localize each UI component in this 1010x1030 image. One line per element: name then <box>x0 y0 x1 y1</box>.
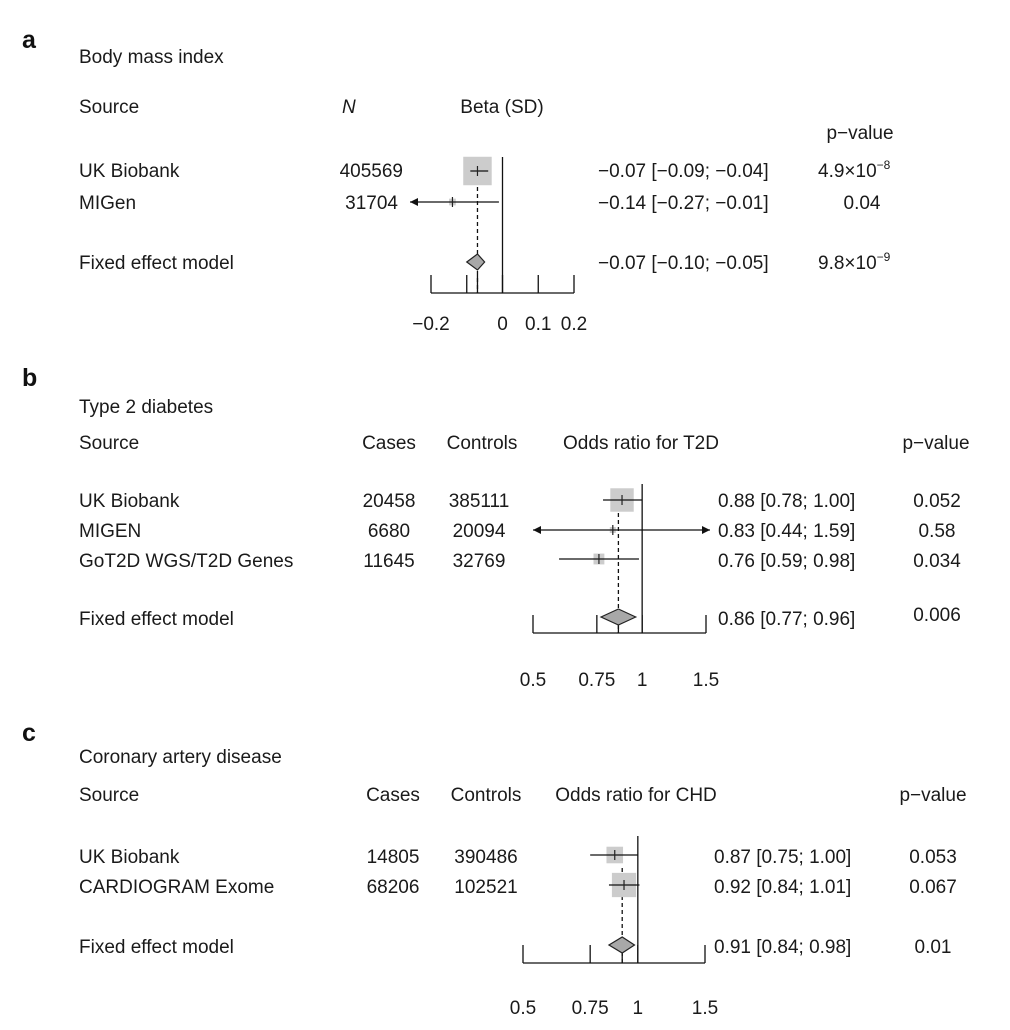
panel-b-controls-header: Controls <box>446 433 518 454</box>
panel-c-label: c <box>22 719 36 747</box>
panel-b-row-2-pvalue: 0.58 <box>918 521 956 542</box>
panel-c-pvalue-header: p−value <box>899 785 967 806</box>
panel-a-tick-label-1: 0 <box>497 314 508 335</box>
panel-a-pooled-ci: −0.07 [−0.10; −0.05] <box>598 253 769 274</box>
panel-b-tick-label-3: 1.5 <box>692 670 720 691</box>
panel-b-row-3-controls: 32769 <box>452 551 506 572</box>
panel-a-row-1-n: 405569 <box>339 161 403 182</box>
panel-a-tick-label-3: 0.2 <box>560 314 588 335</box>
panel-c-row-2-controls: 102521 <box>454 877 518 898</box>
panel-a-row-2-arrow-left <box>410 198 418 206</box>
panel-b-row-1-controls: 385111 <box>448 491 510 512</box>
panel-a-row-2-source: MIGen <box>79 193 137 214</box>
panel-a-pooled-pvalue: $9.8\times 10^{-9}$ <box>818 250 891 274</box>
panel-b-row-2-source: MIGEN <box>79 521 142 542</box>
panel-a-effect-header: Beta (SD) <box>460 97 544 118</box>
panel-b-tick-label-0: 0.5 <box>519 670 547 691</box>
panel-c-tick-label-3: 1.5 <box>691 998 719 1019</box>
panel-b-row-3-cases: 11645 <box>363 551 415 572</box>
panel-b-row-3-ci: 0.76 [0.59; 0.98] <box>718 551 856 572</box>
panel-a-n-header: N <box>342 97 356 118</box>
panel-a-row-1-pvalue: $4.9\times 10^{-8}$ <box>818 158 891 182</box>
panel-a-row-1-ci: −0.07 [−0.09; −0.04] <box>598 161 769 182</box>
panel-c-row-2-source: CARDIOGRAM Exome <box>79 877 275 898</box>
panel-a-row-2-pvalue: 0.04 <box>843 193 881 214</box>
panel-c <box>22 719 967 1019</box>
panel-a <box>22 26 894 335</box>
panel-c-source-header: Source <box>79 785 140 806</box>
panel-b-row-1-cases: 20458 <box>362 491 416 512</box>
panel-a-row-1-source: UK Biobank <box>79 161 180 182</box>
panel-c-pooled-source: Fixed effect model <box>79 937 234 958</box>
panel-b-title: Type 2 diabetes <box>79 397 214 418</box>
panel-a-title: Body mass index <box>79 47 224 68</box>
panel-c-pooled-pvalue: 0.01 <box>914 937 952 958</box>
panel-b-pooled-pvalue: 0.006 <box>913 605 961 626</box>
panel-c-plot <box>510 836 718 1019</box>
panel-b-effect-header: Odds ratio for T2D <box>563 433 719 454</box>
panel-a-plot <box>410 157 587 335</box>
panel-b-tick-label-2: 1 <box>636 670 648 691</box>
panel-b-row-1-source: UK Biobank <box>79 491 180 512</box>
panel-a-pooled-diamond <box>467 254 485 270</box>
panel-b-pooled-source: Fixed effect model <box>79 609 234 630</box>
panel-c-row-1-ci: 0.87 [0.75; 1.00] <box>714 847 852 868</box>
panel-a-row-2-ci: −0.14 [−0.27; −0.01] <box>598 193 769 214</box>
panel-c-cases-header: Cases <box>366 785 420 806</box>
panel-c-pooled-diamond <box>609 937 635 953</box>
panel-c-tick-label-2: 1 <box>632 998 644 1019</box>
panel-c-row-1-cases: 14805 <box>366 847 420 868</box>
panel-b-row-3-source: GoT2D WGS/T2D Genes <box>79 551 294 572</box>
panel-a-label: a <box>22 26 36 54</box>
panel-c-effect-header: Odds ratio for CHD <box>555 785 717 806</box>
panel-c-pooled-ci: 0.91 [0.84; 0.98] <box>714 937 852 958</box>
panel-b-row-2-ci: 0.83 [0.44; 1.59] <box>718 521 856 542</box>
panel-c-row-1-controls: 390486 <box>454 847 518 868</box>
panel-c-tick-label-1: 0.75 <box>571 998 609 1019</box>
panel-c-row-1-pvalue: 0.053 <box>909 847 957 868</box>
panel-b-row-1-pvalue: 0.052 <box>913 491 961 512</box>
panel-b-tick-label-1: 0.75 <box>578 670 616 691</box>
panel-b-pooled-ci: 0.86 [0.77; 0.96] <box>718 609 856 630</box>
panel-b <box>22 364 970 691</box>
panel-c-row-2-ci: 0.92 [0.84; 1.01] <box>714 877 852 898</box>
panel-a-tick-label-0: −0.2 <box>412 314 450 335</box>
panel-b-plot <box>520 484 719 691</box>
panel-c-tick-label-0: 0.5 <box>509 998 537 1019</box>
panel-b-row-2-arrow-right <box>702 526 710 534</box>
panel-b-row-1-ci: 0.88 [0.78; 1.00] <box>718 491 856 512</box>
panel-c-controls-header: Controls <box>450 785 522 806</box>
panel-c-row-2-pvalue: 0.067 <box>909 877 957 898</box>
panel-b-source-header: Source <box>79 433 140 454</box>
panel-a-row-2-n: 31704 <box>345 193 398 214</box>
panel-a-pooled-source: Fixed effect model <box>79 253 234 274</box>
panel-b-pvalue-header: p−value <box>902 433 970 454</box>
panel-a-pvalue-header: p−value <box>826 123 894 144</box>
panel-b-row-3-pvalue: 0.034 <box>913 551 961 572</box>
panel-b-row-2-cases: 6680 <box>367 521 411 542</box>
panel-b-cases-header: Cases <box>362 433 416 454</box>
panel-a-source-header: Source <box>79 97 140 118</box>
panel-c-row-2-cases: 68206 <box>366 877 420 898</box>
panel-b-label: b <box>22 364 38 392</box>
panel-c-title: Coronary artery disease <box>79 747 282 768</box>
panel-a-tick-label-2: 0.1 <box>525 314 552 335</box>
panel-b-row-2-controls: 20094 <box>452 521 506 542</box>
panel-b-pooled-diamond <box>601 609 636 625</box>
panel-c-row-1-source: UK Biobank <box>79 847 180 868</box>
panel-b-row-2-arrow-left <box>533 526 541 534</box>
